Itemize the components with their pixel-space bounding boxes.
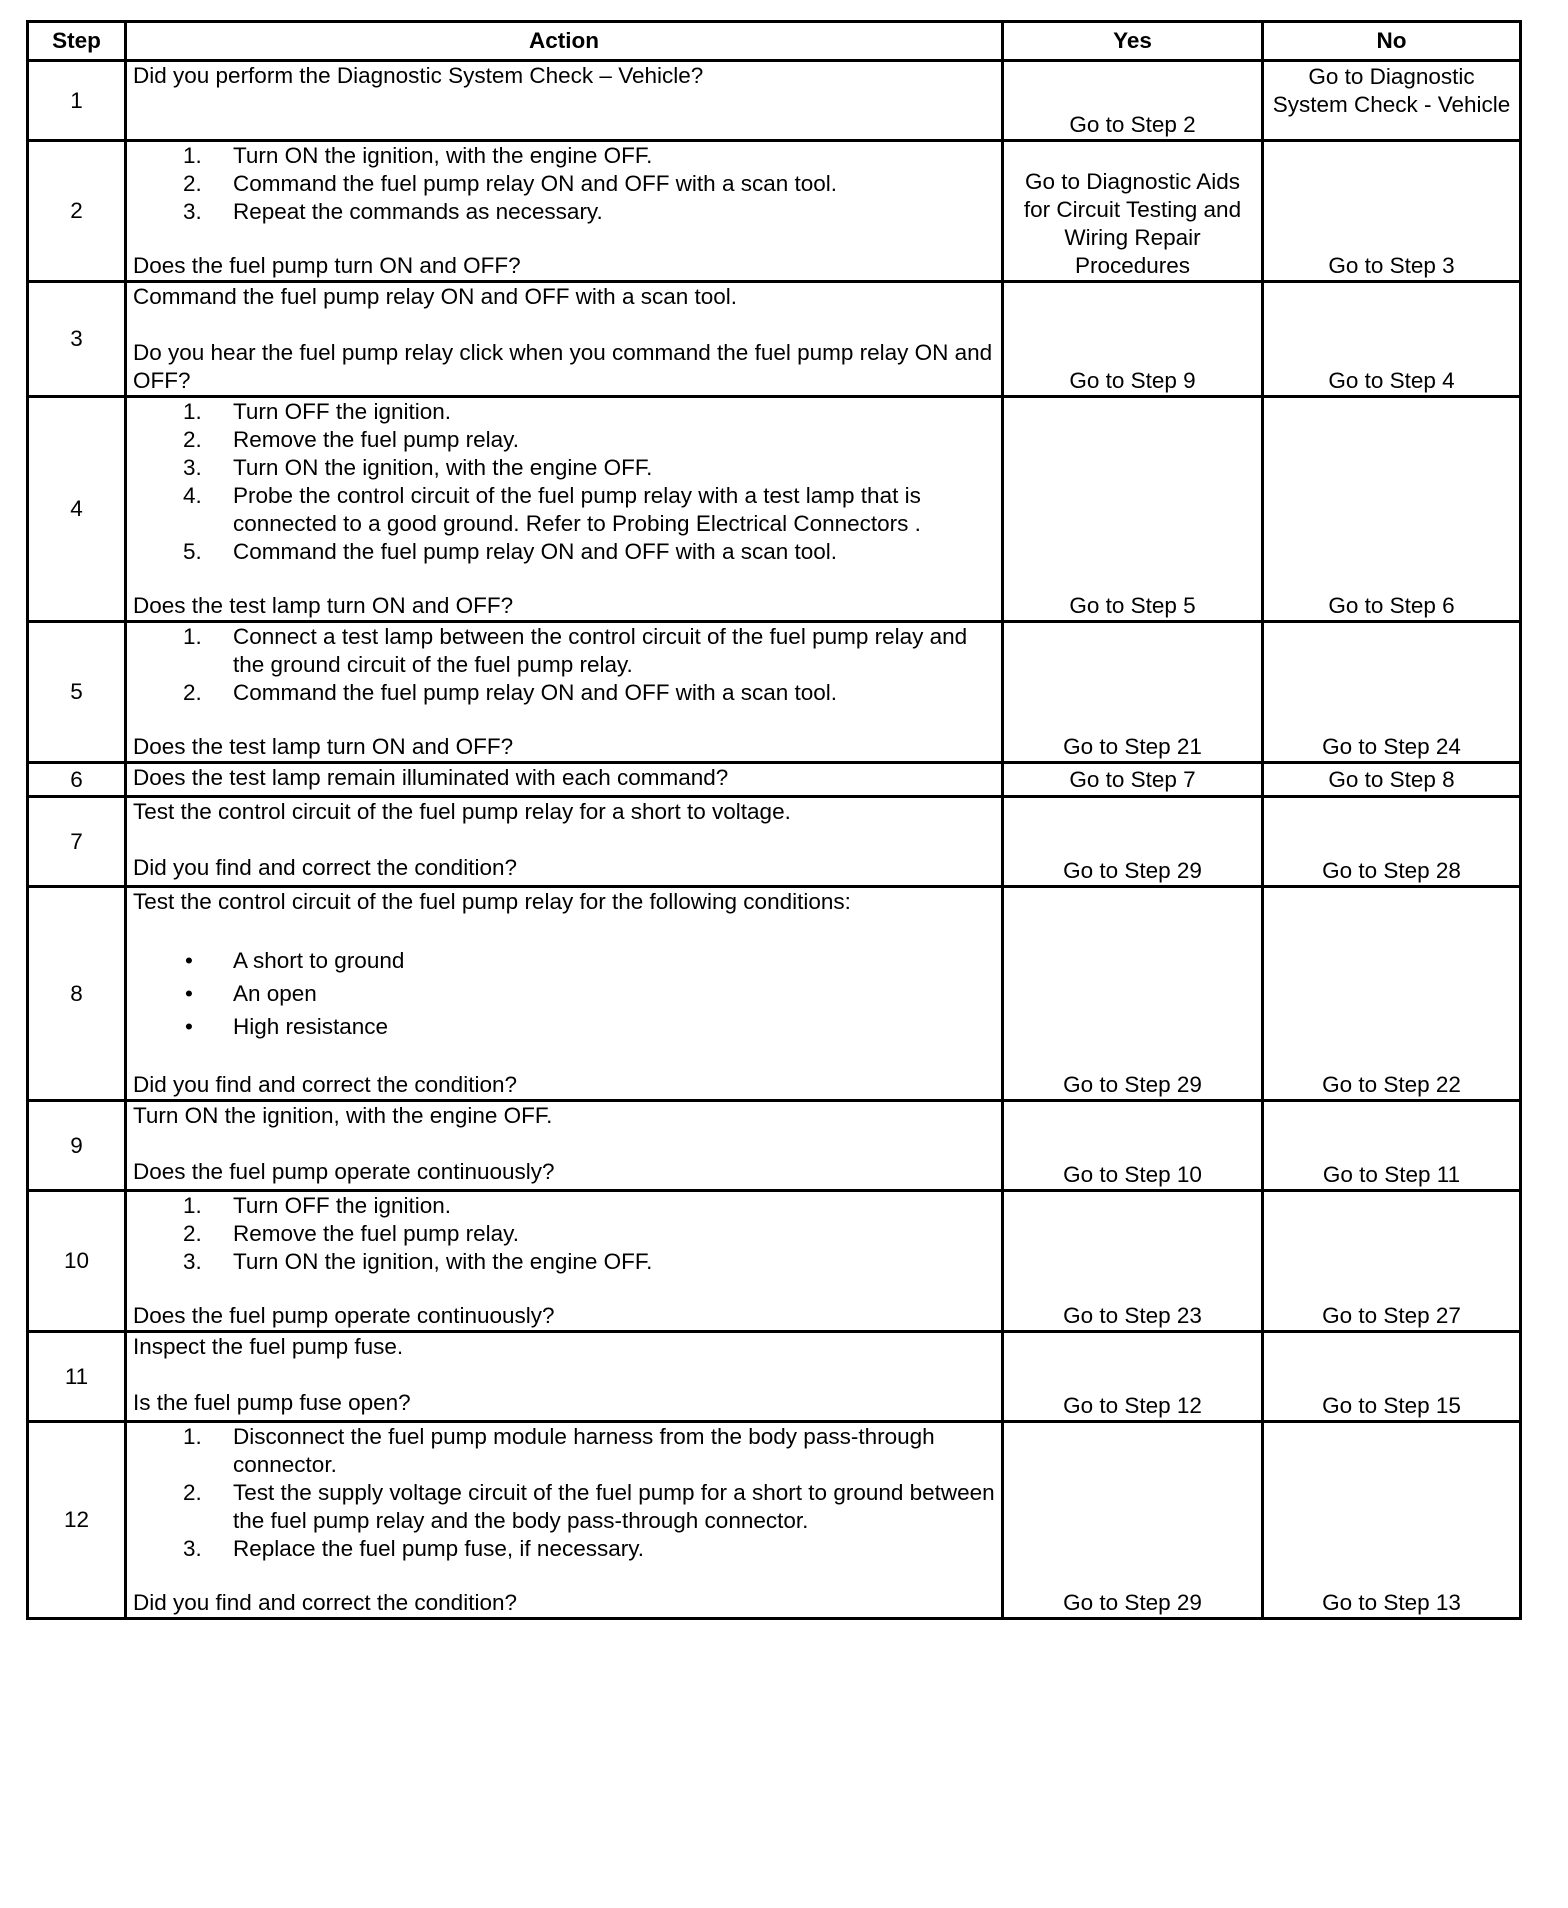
list-item: Turn OFF the ignition. — [233, 399, 452, 424]
action-cell — [126, 887, 1003, 1101]
list-item: Turn OFF the ignition. — [233, 1193, 452, 1218]
action-text: Does the test lamp remain illuminated with each command? — [133, 765, 729, 790]
list-item: Disconnect the fuel pump module harness from the body pass-through connector. — [233, 1424, 935, 1477]
yes-cell: Go to Step 5 — [1003, 397, 1263, 622]
diagnostic-table — [26, 20, 1522, 1620]
action-cell — [126, 1332, 1003, 1422]
action-steps — [133, 623, 995, 707]
action-cell — [126, 61, 1003, 141]
list-item: Probe the control circuit of the fuel pump relay with a test lamp that is connected to a good ground. Refer to Probing Electrical Connectors . — [233, 483, 921, 536]
step-number: 5 — [28, 622, 126, 763]
yes-cell: Go to Step 29 — [1003, 797, 1263, 887]
list-item: Replace the fuel pump fuse, if necessary. — [233, 1536, 645, 1561]
action-question: Does the test lamp turn ON and OFF? — [133, 734, 514, 759]
no-cell: Go to Step 3 — [1263, 141, 1521, 282]
list-item: Remove the fuel pump relay. — [233, 427, 519, 452]
header-no: No — [1263, 22, 1521, 61]
header-yes: Yes — [1003, 22, 1263, 61]
step-number: 11 — [28, 1332, 126, 1422]
action-cell — [126, 622, 1003, 763]
step-number: 3 — [28, 282, 126, 397]
header-step: Step — [28, 22, 126, 61]
yes-cell: Go to Step 2 — [1003, 61, 1263, 141]
action-question: Does the fuel pump turn ON and OFF? — [133, 253, 521, 278]
yes-cell: Go to Step 29 — [1003, 1422, 1263, 1619]
list-item: Repeat the commands as necessary. — [233, 199, 603, 224]
action-question: Does the test lamp turn ON and OFF? — [133, 593, 514, 618]
list-item: Turn ON the ignition, with the engine OFF. — [233, 1249, 653, 1274]
action-question: Did you find and correct the condition? — [133, 1072, 517, 1097]
action-text: Command the fuel pump relay ON and OFF with a scan tool. — [133, 284, 738, 309]
list-item: Turn ON the ignition, with the engine OFF. — [233, 455, 653, 480]
yes-cell: Go to Diagnostic Aids for Circuit Testing and Wiring Repair Procedures — [1003, 141, 1263, 282]
table-row — [28, 1101, 1521, 1191]
header-action: Action — [126, 22, 1003, 61]
table-row — [28, 1191, 1521, 1332]
action-cell — [126, 763, 1003, 797]
no-cell: Go to Step 8 — [1263, 763, 1521, 797]
action-text: Inspect the fuel pump fuse. — [133, 1334, 404, 1359]
step-number: 7 — [28, 797, 126, 887]
table-row — [28, 141, 1521, 282]
yes-cell: Go to Step 21 — [1003, 622, 1263, 763]
action-cell — [126, 1191, 1003, 1332]
no-cell: Go to Step 11 — [1263, 1101, 1521, 1191]
action-question: Did you find and correct the condition? — [133, 1590, 517, 1615]
step-number: 4 — [28, 397, 126, 622]
no-cell: Go to Diagnostic System Check - Vehicle — [1263, 61, 1521, 141]
table-row — [28, 887, 1521, 1101]
table-row — [28, 797, 1521, 887]
action-steps — [133, 1423, 995, 1563]
yes-cell: Go to Step 23 — [1003, 1191, 1263, 1332]
action-text: Did you perform the Diagnostic System Check – Vehicle? — [133, 63, 704, 88]
no-cell: Go to Step 28 — [1263, 797, 1521, 887]
action-question: Does the fuel pump operate continuously? — [133, 1303, 555, 1328]
step-number: 9 — [28, 1101, 126, 1191]
action-cell — [126, 1101, 1003, 1191]
step-number: 10 — [28, 1191, 126, 1332]
action-question: Do you hear the fuel pump relay click when you command the fuel pump relay ON and OFF? — [133, 340, 993, 393]
action-text: Test the control circuit of the fuel pump relay for the following conditions: — [133, 889, 851, 914]
yes-cell: Go to Step 9 — [1003, 282, 1263, 397]
yes-cell: Go to Step 7 — [1003, 763, 1263, 797]
list-item: • High resistance — [133, 1010, 995, 1043]
list-item: Command the fuel pump relay ON and OFF with a scan tool. — [233, 539, 838, 564]
table-row — [28, 763, 1521, 797]
yes-cell: Go to Step 29 — [1003, 887, 1263, 1101]
action-cell — [126, 397, 1003, 622]
action-steps — [133, 1192, 995, 1276]
table-row — [28, 397, 1521, 622]
condition-bullets — [133, 944, 995, 1043]
step-number: 8 — [28, 887, 126, 1101]
action-question: Is the fuel pump fuse open? — [133, 1390, 411, 1415]
step-number: 1 — [28, 61, 126, 141]
table-row — [28, 622, 1521, 763]
list-item: Test the supply voltage circuit of the fuel pump for a short to ground between the fuel pump relay and the body pass-through connector. — [233, 1480, 995, 1533]
list-item: Command the fuel pump relay ON and OFF with a scan tool. — [233, 680, 838, 705]
yes-cell: Go to Step 10 — [1003, 1101, 1263, 1191]
no-cell: Go to Step 22 — [1263, 887, 1521, 1101]
table-row — [28, 61, 1521, 141]
step-number: 12 — [28, 1422, 126, 1619]
list-item: • A short to ground — [133, 944, 995, 977]
no-cell: Go to Step 13 — [1263, 1422, 1521, 1619]
action-question: Does the fuel pump operate continuously? — [133, 1159, 555, 1184]
no-cell: Go to Step 6 — [1263, 397, 1521, 622]
table-row — [28, 282, 1521, 397]
action-cell — [126, 141, 1003, 282]
list-item: • An open — [133, 977, 995, 1010]
action-cell — [126, 1422, 1003, 1619]
list-item: Turn ON the ignition, with the engine OFF. — [233, 143, 653, 168]
no-cell: Go to Step 24 — [1263, 622, 1521, 763]
no-cell: Go to Step 4 — [1263, 282, 1521, 397]
list-item: Remove the fuel pump relay. — [233, 1221, 519, 1246]
no-cell: Go to Step 27 — [1263, 1191, 1521, 1332]
action-steps — [133, 398, 995, 566]
list-item: Command the fuel pump relay ON and OFF with a scan tool. — [233, 171, 838, 196]
no-cell: Go to Step 15 — [1263, 1332, 1521, 1422]
list-item: Connect a test lamp between the control circuit of the fuel pump relay and the ground circuit of the fuel pump relay. — [233, 624, 968, 677]
step-number: 6 — [28, 763, 126, 797]
header-row — [28, 22, 1521, 61]
step-number: 2 — [28, 141, 126, 282]
action-question: Did you find and correct the condition? — [133, 855, 517, 880]
table-row — [28, 1332, 1521, 1422]
yes-cell: Go to Step 12 — [1003, 1332, 1263, 1422]
action-cell — [126, 282, 1003, 397]
action-text: Turn ON the ignition, with the engine OFF. — [133, 1103, 553, 1128]
action-cell — [126, 797, 1003, 887]
action-steps — [133, 142, 995, 226]
table-row — [28, 1422, 1521, 1619]
action-text: Test the control circuit of the fuel pump relay for a short to voltage. — [133, 799, 791, 824]
